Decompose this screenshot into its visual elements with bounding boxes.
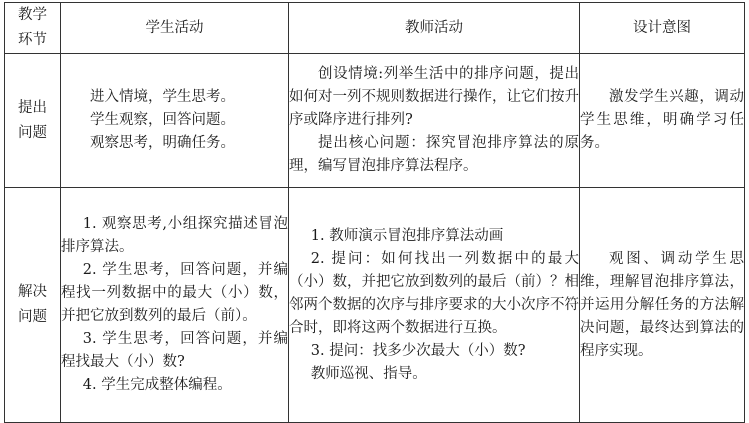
table-row bbox=[5, 188, 745, 423]
stage-cell bbox=[5, 188, 61, 423]
header-design-intent: 设计意图 bbox=[580, 3, 745, 54]
design-intent-paragraph: 激发学生兴趣，调动学生思维，明确学习任务。 bbox=[580, 89, 744, 151]
lesson-plan-table bbox=[4, 2, 745, 423]
student-activity-paragraph: 4. 学生完成整体编程。 bbox=[82, 377, 232, 393]
student-activity-line: 学生观察，回答问题。 bbox=[90, 112, 235, 128]
teacher-activity-paragraph: 教师巡视、指导。 bbox=[310, 365, 427, 382]
design-intent-cell bbox=[580, 188, 745, 423]
stage-line1: 解决 bbox=[18, 284, 47, 300]
stage-line2: 问题 bbox=[18, 309, 47, 325]
student-activity-cell bbox=[61, 188, 289, 423]
stage-line2: 问题 bbox=[18, 124, 47, 141]
student-activity-paragraph: 1. 观察思考,小组探究描述冒泡排序算法。 bbox=[61, 216, 288, 255]
teacher-activity-cell bbox=[289, 188, 580, 423]
student-activity-paragraph: 2. 学生思考，回答问题，并编程找一列数据中的最大（小）数，并把它放到数列的最后（前）。 bbox=[61, 262, 288, 324]
header-stage-line1: 教学 bbox=[18, 7, 47, 23]
teacher-activity-paragraph: 3. 提问：找多少次最大（小）数? bbox=[310, 342, 526, 359]
teacher-activity-cell bbox=[289, 54, 580, 188]
header-teacher-activity: 教师活动 bbox=[289, 3, 580, 54]
student-activity-cell bbox=[61, 54, 289, 188]
stage-cell bbox=[5, 54, 61, 188]
header-student-activity: 学生活动 bbox=[61, 3, 289, 54]
teacher-activity-paragraph: 创设情境:列举生活中的排序问题，提出如何对一列不规则数据进行操作，让它们按升序或降序进行排列? bbox=[289, 66, 579, 128]
header-stage bbox=[5, 3, 61, 54]
student-activity-paragraph: 3. 学生思考，回答问题，并编程找最大（小）数? bbox=[61, 331, 288, 370]
teacher-activity-paragraph: 1. 教师演示冒泡排序算法动画 bbox=[310, 227, 504, 244]
design-intent-paragraph: 观图、调动学生思维，理解冒泡排序算法，并运用分解任务的方法解决问题，最终达到算法的程序实现。 bbox=[580, 250, 744, 359]
teacher-activity-paragraph: 2. 提问：如何找出一列数据中的最大（小）数，并把它放到数列的最后（前）？相邻两个数据的次序与排序要求的大小次序不符合时，即将这两个数据进行互换。 bbox=[289, 250, 579, 336]
header-row bbox=[5, 3, 745, 54]
stage-line1: 提出 bbox=[18, 99, 47, 116]
student-activity-line: 进入情境，学生思考。 bbox=[90, 89, 235, 105]
student-activity-line: 观察思考，明确任务。 bbox=[90, 135, 235, 151]
header-stage-line2: 环节 bbox=[18, 32, 47, 48]
design-intent-cell bbox=[580, 54, 745, 188]
table-row bbox=[5, 54, 745, 188]
teacher-activity-paragraph: 提出核心问题：探究冒泡排序算法的原理，编写冒泡排序算法程序。 bbox=[289, 135, 579, 174]
